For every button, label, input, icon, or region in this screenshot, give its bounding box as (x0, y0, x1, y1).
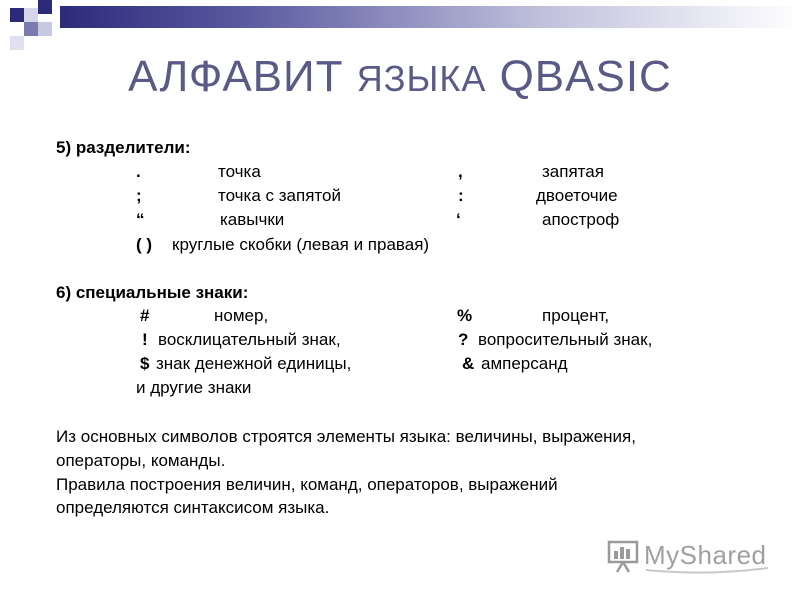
header-square (38, 0, 52, 14)
section-heading-separators: 5) разделители: (56, 138, 191, 157)
symbol: “ (136, 210, 145, 229)
header-square (24, 8, 38, 22)
symbol-label: вопросительный знак, (478, 330, 653, 349)
myshared-watermark (606, 536, 776, 576)
symbol: ; (136, 186, 142, 205)
symbol-label: точка (218, 162, 261, 181)
symbol: ‘ (456, 210, 461, 229)
symbol: , (458, 162, 463, 181)
symbol: $ (140, 354, 150, 373)
paragraph-line: Из основных символов строятся элементы языка: величины, выражения, (56, 427, 636, 446)
title-part: QBASIC (486, 52, 672, 101)
symbol: % (457, 306, 473, 325)
symbol: # (140, 306, 150, 325)
symbol-label: номер, (214, 306, 269, 325)
symbol: ? (458, 330, 469, 349)
symbol: & (462, 354, 475, 373)
paragraph-line: Правила построения величин, команд, операторов, выражений (56, 475, 558, 494)
symbol-label: знак денежной единицы, (156, 354, 352, 373)
slide-title (0, 52, 800, 102)
symbol: ( ) (136, 235, 153, 254)
symbol-label: восклицательный знак, (158, 330, 341, 349)
header-square (24, 22, 38, 36)
symbol-label: точка с запятой (218, 186, 341, 205)
other-signs-note: и другие знаки (136, 378, 252, 397)
title-part: ЯЗЫКА (356, 58, 487, 99)
title-part: АЛФАВИТ (128, 52, 357, 101)
symbol: : (458, 186, 464, 205)
section-heading-special: 6) специальные знаки: (56, 283, 249, 302)
watermark-text: MyShared (644, 540, 767, 570)
symbol-label: запятая (542, 162, 604, 181)
symbol-label: апостроф (542, 210, 620, 229)
header-square (10, 8, 24, 22)
paragraph-line: операторы, команды. (56, 451, 226, 470)
header-gradient-bar (60, 6, 800, 28)
header-square (10, 36, 24, 50)
symbol-label: амперсанд (481, 354, 568, 373)
header-square (38, 22, 52, 36)
symbol-label: круглые скобки (левая и правая) (172, 235, 430, 254)
symbol: . (136, 162, 141, 181)
symbol-label: процент, (542, 306, 610, 325)
symbol: ! (142, 330, 148, 349)
symbol-label: кавычки (220, 210, 285, 229)
symbol-label: двоеточие (536, 186, 618, 205)
paragraph-line: определяются синтаксисом языка. (56, 498, 330, 517)
